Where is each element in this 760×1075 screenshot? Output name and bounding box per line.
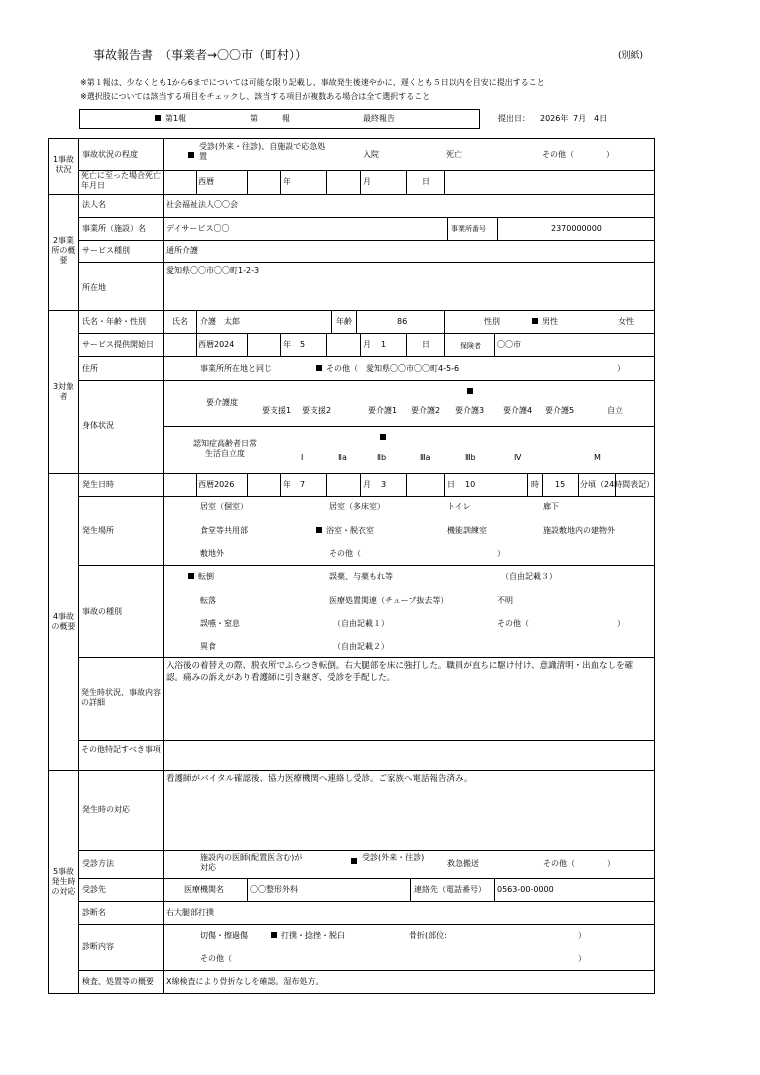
- dementia-level-2a[interactable]: Ⅱa: [338, 453, 347, 462]
- service-type-value[interactable]: 通所介護: [166, 246, 198, 255]
- place-private-room[interactable]: 居室（個室）: [200, 502, 248, 511]
- severity-opt-hospitalized[interactable]: 入院: [363, 150, 379, 159]
- submit-month[interactable]: 7月: [573, 114, 587, 123]
- insurer-value[interactable]: 〇〇市: [497, 340, 521, 349]
- contact-value[interactable]: 0563-00-0000: [497, 885, 554, 894]
- occurrence-hour[interactable]: 10: [465, 480, 476, 489]
- care-level-independent[interactable]: 自立: [607, 406, 623, 415]
- test-value[interactable]: X線検査により骨折なしを確認。湿布処方。: [166, 977, 324, 986]
- age-value[interactable]: 86: [397, 317, 408, 326]
- sex-label: 性別: [484, 317, 500, 326]
- address-value[interactable]: 愛知県〇〇市〇〇町1-2-3: [166, 266, 260, 275]
- check-mark-icon: [316, 365, 322, 371]
- severity-opt-outpatient[interactable]: 受診(外来・往診)、自施設で応急処置: [199, 142, 326, 161]
- contact-label: 連絡先（電話番号）: [414, 885, 486, 894]
- dementia-level-2b[interactable]: Ⅱb: [377, 453, 387, 462]
- report-first-checkbox[interactable]: 第1報: [155, 114, 186, 124]
- type-free2[interactable]: （自由記載２）: [333, 642, 389, 651]
- section-5-label: 5事故発生時の対応: [51, 867, 76, 896]
- note-2: ※選択肢については該当する項目をチェックし、該当する項目が複数ある場合は全て選択すること: [80, 92, 431, 101]
- detail-label: 発生時状況、事故内容の詳細: [81, 688, 161, 707]
- place-outside-building[interactable]: 施設敷地内の建物外: [543, 526, 615, 535]
- occurrence-year-mark: 年: [283, 480, 291, 489]
- place-dining[interactable]: 食堂等共用部: [200, 526, 248, 535]
- place-off-premises[interactable]: 敷地外: [200, 549, 224, 558]
- service-type-label: サービス種別: [82, 246, 130, 255]
- response-label: 発生時の対応: [82, 805, 130, 814]
- occurrence-time-label: 発生日時: [82, 480, 114, 489]
- place-shared-room[interactable]: 居室（多床室）: [329, 502, 385, 511]
- content-cut[interactable]: 切傷・擦過傷: [200, 931, 248, 940]
- care-level-support2[interactable]: 要支援2: [302, 406, 332, 415]
- service-start-day[interactable]: 1: [381, 340, 387, 349]
- name-value[interactable]: 介護 太郎: [200, 317, 240, 326]
- place-other[interactable]: その他（: [329, 549, 361, 558]
- method-onsite-doctor[interactable]: 施設内の医師(配置医含む)が対応: [200, 853, 303, 872]
- death-day-mark: 日: [422, 177, 430, 186]
- insurer-label: 保険者: [460, 342, 481, 350]
- check-mark-icon: [271, 932, 277, 938]
- sex-male-checkbox[interactable]: 男性: [532, 317, 558, 327]
- body-status-label: 身体状況: [82, 421, 114, 430]
- method-ambulance[interactable]: 救急搬送: [447, 859, 479, 868]
- submit-date-label: 提出日：: [498, 114, 530, 123]
- address-other-option[interactable]: その他（ 愛知県〇〇市〇〇町4-5-6: [316, 364, 459, 374]
- type-other-close: ）: [617, 619, 625, 628]
- death-era: 西暦: [198, 177, 214, 186]
- type-pica[interactable]: 異食: [200, 642, 216, 651]
- note-1: ※第１報は、少なくとも1から6までについては可能な限り記載し、事故発生後速やかに、遅くとも５日以内を目安に提出すること: [80, 78, 545, 87]
- care-level-4[interactable]: 要介護4: [503, 406, 533, 415]
- occurrence-month[interactable]: 7: [300, 480, 306, 489]
- office-value[interactable]: デイサービス〇〇: [166, 224, 230, 233]
- corp-label: 法人名: [82, 200, 106, 209]
- report-nth[interactable]: 第 報: [250, 114, 290, 123]
- occurrence-day[interactable]: 3: [381, 480, 387, 489]
- type-medication[interactable]: 誤薬、与薬もれ等: [329, 572, 393, 581]
- care-level-5[interactable]: 要介護5: [545, 406, 575, 415]
- address-other-close: ）: [617, 364, 625, 373]
- content-fracture-close: ）: [578, 931, 586, 940]
- annex-label: (別紙): [618, 51, 644, 61]
- diagnosis-content-label: 診断内容: [82, 942, 114, 951]
- place-toilet[interactable]: トイレ: [447, 502, 471, 511]
- check-mark-icon: [532, 318, 538, 324]
- place-corridor[interactable]: 廊下: [543, 502, 559, 511]
- accident-type-label: 事故の種別: [82, 607, 122, 616]
- dementia-level-label: 認知症高齢者日常生活自立度: [193, 439, 257, 458]
- type-choking[interactable]: 誤嚥・窒息: [200, 619, 240, 628]
- type-free1[interactable]: （自由記載１）: [333, 619, 389, 628]
- report-final[interactable]: 最終報告: [363, 114, 395, 123]
- section-2-label: 2事業所の概要: [51, 236, 76, 265]
- corp-value[interactable]: 社会福祉法人〇〇会: [166, 200, 238, 209]
- type-other[interactable]: その他（: [497, 619, 529, 628]
- page-title: 事故報告書 （事業者→〇〇市（町村））: [93, 48, 308, 62]
- submit-day[interactable]: 4日: [594, 114, 608, 123]
- service-start-year-mark: 年: [283, 340, 291, 349]
- submit-year[interactable]: 2026年: [540, 114, 569, 123]
- check-mark-icon: [467, 388, 473, 394]
- method-outpatient[interactable]: 受診(外来・往診): [362, 853, 425, 862]
- occurrence-hour-mark: 時: [531, 480, 539, 489]
- check-mark-icon: [351, 858, 357, 864]
- check-mark-icon: [188, 573, 194, 579]
- section-4-label: 4事故の概要: [51, 612, 76, 631]
- office-label: 事業所（施設）名: [82, 224, 146, 233]
- content-fracture[interactable]: 骨折(部位:: [409, 931, 447, 940]
- dementia-level-3a[interactable]: Ⅲa: [420, 453, 431, 462]
- occurrence-month-mark: 月: [363, 480, 371, 489]
- diagnosis-value[interactable]: 右大腿部打撲: [166, 908, 214, 917]
- occurrence-minute[interactable]: 15: [555, 480, 566, 489]
- type-medical-procedure[interactable]: 医療処置関連（チューブ抜去等）: [329, 596, 449, 605]
- name-sub-label: 氏名: [172, 317, 188, 326]
- hospital-name-value[interactable]: 〇〇整形外科: [250, 885, 298, 894]
- age-label: 年齢: [336, 317, 352, 326]
- death-date-label: 死亡に至った場合死亡年月日: [81, 171, 161, 190]
- care-level-2[interactable]: 要介護2: [411, 406, 441, 415]
- address-same-option[interactable]: 事業所所在地と同じ: [200, 364, 272, 373]
- type-fall[interactable]: 転倒: [188, 572, 214, 582]
- type-free3[interactable]: （自由記載３）: [501, 572, 557, 581]
- section-1-label: 1事故状況: [52, 155, 75, 174]
- care-level-3[interactable]: 要介護3: [455, 406, 485, 415]
- dementia-level-3b[interactable]: Ⅲb: [465, 453, 476, 462]
- office-no-value[interactable]: 2370000000: [551, 224, 602, 233]
- service-start-month-mark: 月: [363, 340, 371, 349]
- occurrence-minute-mark: 分頃（24時間表記）: [580, 480, 655, 489]
- care-level-label: 要介護度: [206, 398, 238, 407]
- severity-opt-other[interactable]: その他（ ）: [542, 150, 614, 159]
- hospital-name-label: 医療機関名: [184, 885, 224, 894]
- other-notes-label: その他特記すべき事項: [81, 745, 161, 754]
- dementia-level-m[interactable]: M: [594, 453, 601, 462]
- check-mark-icon: [188, 152, 194, 158]
- content-other-close: ）: [578, 954, 586, 963]
- service-start-month[interactable]: 5: [300, 340, 306, 349]
- type-fall-from-height[interactable]: 転落: [200, 596, 216, 605]
- content-other[interactable]: その他（: [200, 954, 232, 963]
- service-start-day-mark: 日: [422, 340, 430, 349]
- resident-address-label: 住所: [82, 364, 98, 373]
- occurrence-year[interactable]: 西暦2026: [198, 480, 235, 489]
- care-level-support1[interactable]: 要支援1: [262, 406, 292, 415]
- consult-dest-label: 受診先: [82, 885, 106, 894]
- check-mark-icon: [380, 434, 386, 440]
- check-mark-icon: [155, 115, 161, 121]
- severity-label: 事故状況の程度: [82, 150, 138, 159]
- content-bruise[interactable]: 打撲・捻挫・脱臼: [271, 931, 345, 941]
- death-month-mark: 月: [363, 177, 371, 186]
- place-bathroom[interactable]: 浴室・脱衣室: [316, 526, 374, 536]
- test-label: 検査、処置等の概要: [82, 977, 154, 986]
- place-other-close: ）: [497, 549, 505, 558]
- section-3-label: 3対象者: [52, 382, 75, 401]
- occurrence-day-mark: 日: [447, 480, 455, 489]
- dementia-level-1[interactable]: Ⅰ: [301, 453, 304, 462]
- diagnosis-label: 診断名: [82, 908, 106, 917]
- severity-opt-death[interactable]: 死亡: [446, 150, 462, 159]
- sex-female-checkbox[interactable]: 女性: [618, 317, 634, 326]
- death-year-mark: 年: [283, 177, 291, 186]
- name-age-sex-label: 氏名・年齢・性別: [82, 317, 146, 326]
- service-start-label: サービス提供開始日: [82, 340, 154, 349]
- response-value[interactable]: 看護師がバイタル確認後、協力医療機関へ連絡し受診。ご家族へ電話報告済み。: [166, 774, 473, 784]
- detail-value[interactable]: 入浴後の着替えの際、脱衣所でふらつき転倒。右大腿部を床に強打した。職員が直ちに駆け付け、意識清明・出血なしを確認。痛みの訴えがあり看護師に引き継ぎ、受診を手配した。: [166, 661, 634, 683]
- method-other[interactable]: その他（ ）: [543, 859, 615, 868]
- check-mark-icon: [316, 527, 322, 533]
- type-unknown[interactable]: 不明: [497, 596, 513, 605]
- address-label: 所在地: [82, 283, 106, 292]
- place-label: 発生場所: [82, 526, 114, 535]
- care-level-1[interactable]: 要介護1: [368, 406, 398, 415]
- office-no-label: 事業所番号: [451, 225, 486, 233]
- dementia-level-4[interactable]: Ⅳ: [514, 453, 522, 462]
- consult-method-label: 受診方法: [82, 859, 114, 868]
- service-start-year[interactable]: 西暦2024: [198, 340, 235, 349]
- place-training-room[interactable]: 機能訓練室: [447, 526, 487, 535]
